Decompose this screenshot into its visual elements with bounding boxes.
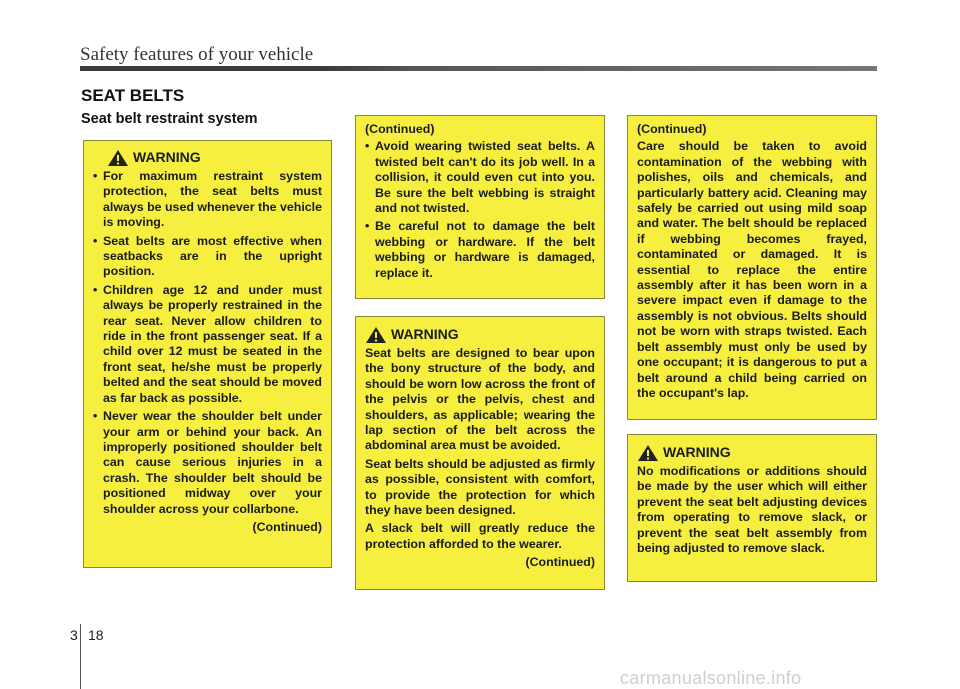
paragraph: Care should be taken to avoid contamination of the webbing with polishes, oils and chemicals, and particularly battery acid. Cleaning may safely be carried out using mild soap and water. The belt should be replaced if webbing becomes frayed, contaminated or damaged. It is essential to replace the entire assembly after it has been worn in a severe impact even if damage to the assembly is not obvious. Belts should not be worn with straps twisted. Each belt assembly must only be used by one occupant; it is dangerous to put a belt around a child being carried on the occupant's lap. xyxy=(637,139,867,400)
warning-triangle-icon xyxy=(365,326,387,344)
warning-heading-3 xyxy=(365,326,595,344)
warning-label: WARNING xyxy=(391,326,459,343)
warning-label: WARNING xyxy=(663,444,731,461)
continued-box-2 xyxy=(355,115,605,299)
warning-triangle-icon xyxy=(107,149,129,167)
warning-heading-5 xyxy=(637,444,867,462)
list-item: • For maximum restraint system protection, the seat belts must always be used whenever the vehicle is moving. xyxy=(93,169,322,231)
list-item: • Children age 12 and under must always be properly restrained in the rear seat. Never allow children to ride in the front passenger seat. If a child over 12 must be seated in the front seat, he/she must be properly belted and the seat should be moved as far back as possible. xyxy=(93,283,322,406)
paragraph: Seat belts are designed to bear upon the bony structure of the body, and should be worn low across the front of the pelvis or the pelvis, chest and shoulders, as applicable; wearing the lap section of the belt across the abdominal area must be avoided. xyxy=(365,346,595,453)
warning-heading-1 xyxy=(107,149,322,167)
warning-triangle-icon xyxy=(637,444,659,462)
warning-list-1 xyxy=(93,169,322,517)
list-item: • Avoid wearing twisted seat belts. A twisted belt can't do its job well. In a collision, it could even cut into you. Be sure the belt webbing is straight and not twisted. xyxy=(365,139,595,216)
warning-box-5 xyxy=(627,434,877,582)
continued-label: (Continued) xyxy=(525,555,595,570)
continued-label: (Continued) xyxy=(252,519,322,534)
page-number: 18 xyxy=(88,627,104,643)
continued-box-4 xyxy=(627,115,877,420)
warning-box-3 xyxy=(355,316,605,590)
header-title: Safety features of your vehicle xyxy=(80,44,314,65)
subsection-title: Seat belt restraint system xyxy=(81,111,258,127)
list-item: • Seat belts are most effective when seatbacks are in the upright position. xyxy=(93,234,322,280)
watermark: carmanualsonline.info xyxy=(620,668,802,688)
list-item: • Be careful not to damage the belt webbing or hardware. If the belt webbing or hardware is damaged, replace it. xyxy=(365,219,595,281)
continued-label: (Continued) xyxy=(365,122,435,136)
chapter-number: 3 xyxy=(70,627,78,643)
footer-rule xyxy=(80,624,81,689)
section-title: SEAT BELTS xyxy=(81,86,185,105)
list-item: • Never wear the shoulder belt under your arm or behind your back. An improperly positioned shoulder belt can cause serious injuries in a crash. The shoulder belt should be positioned midway over your shoulder across your collarbone. xyxy=(93,409,322,517)
paragraph: A slack belt will greatly reduce the protection afforded to the wearer. xyxy=(365,521,595,551)
paragraph: No modifications or additions should be made by the user which will either prevent the seat belt adjusting devices from operating to remove slack, or prevent the seat belt assembly from being adjusted to remove slack. xyxy=(637,464,867,556)
paragraph: Seat belts should be adjusted as firmly as possible, consistent with comfort, to provide the protection for which they have been designed. xyxy=(365,456,595,518)
header-bar xyxy=(80,66,877,71)
continued-label: (Continued) xyxy=(637,122,707,136)
warning-label: WARNING xyxy=(133,149,201,166)
warning-box-1 xyxy=(83,140,332,568)
warning-list-2 xyxy=(365,139,595,281)
